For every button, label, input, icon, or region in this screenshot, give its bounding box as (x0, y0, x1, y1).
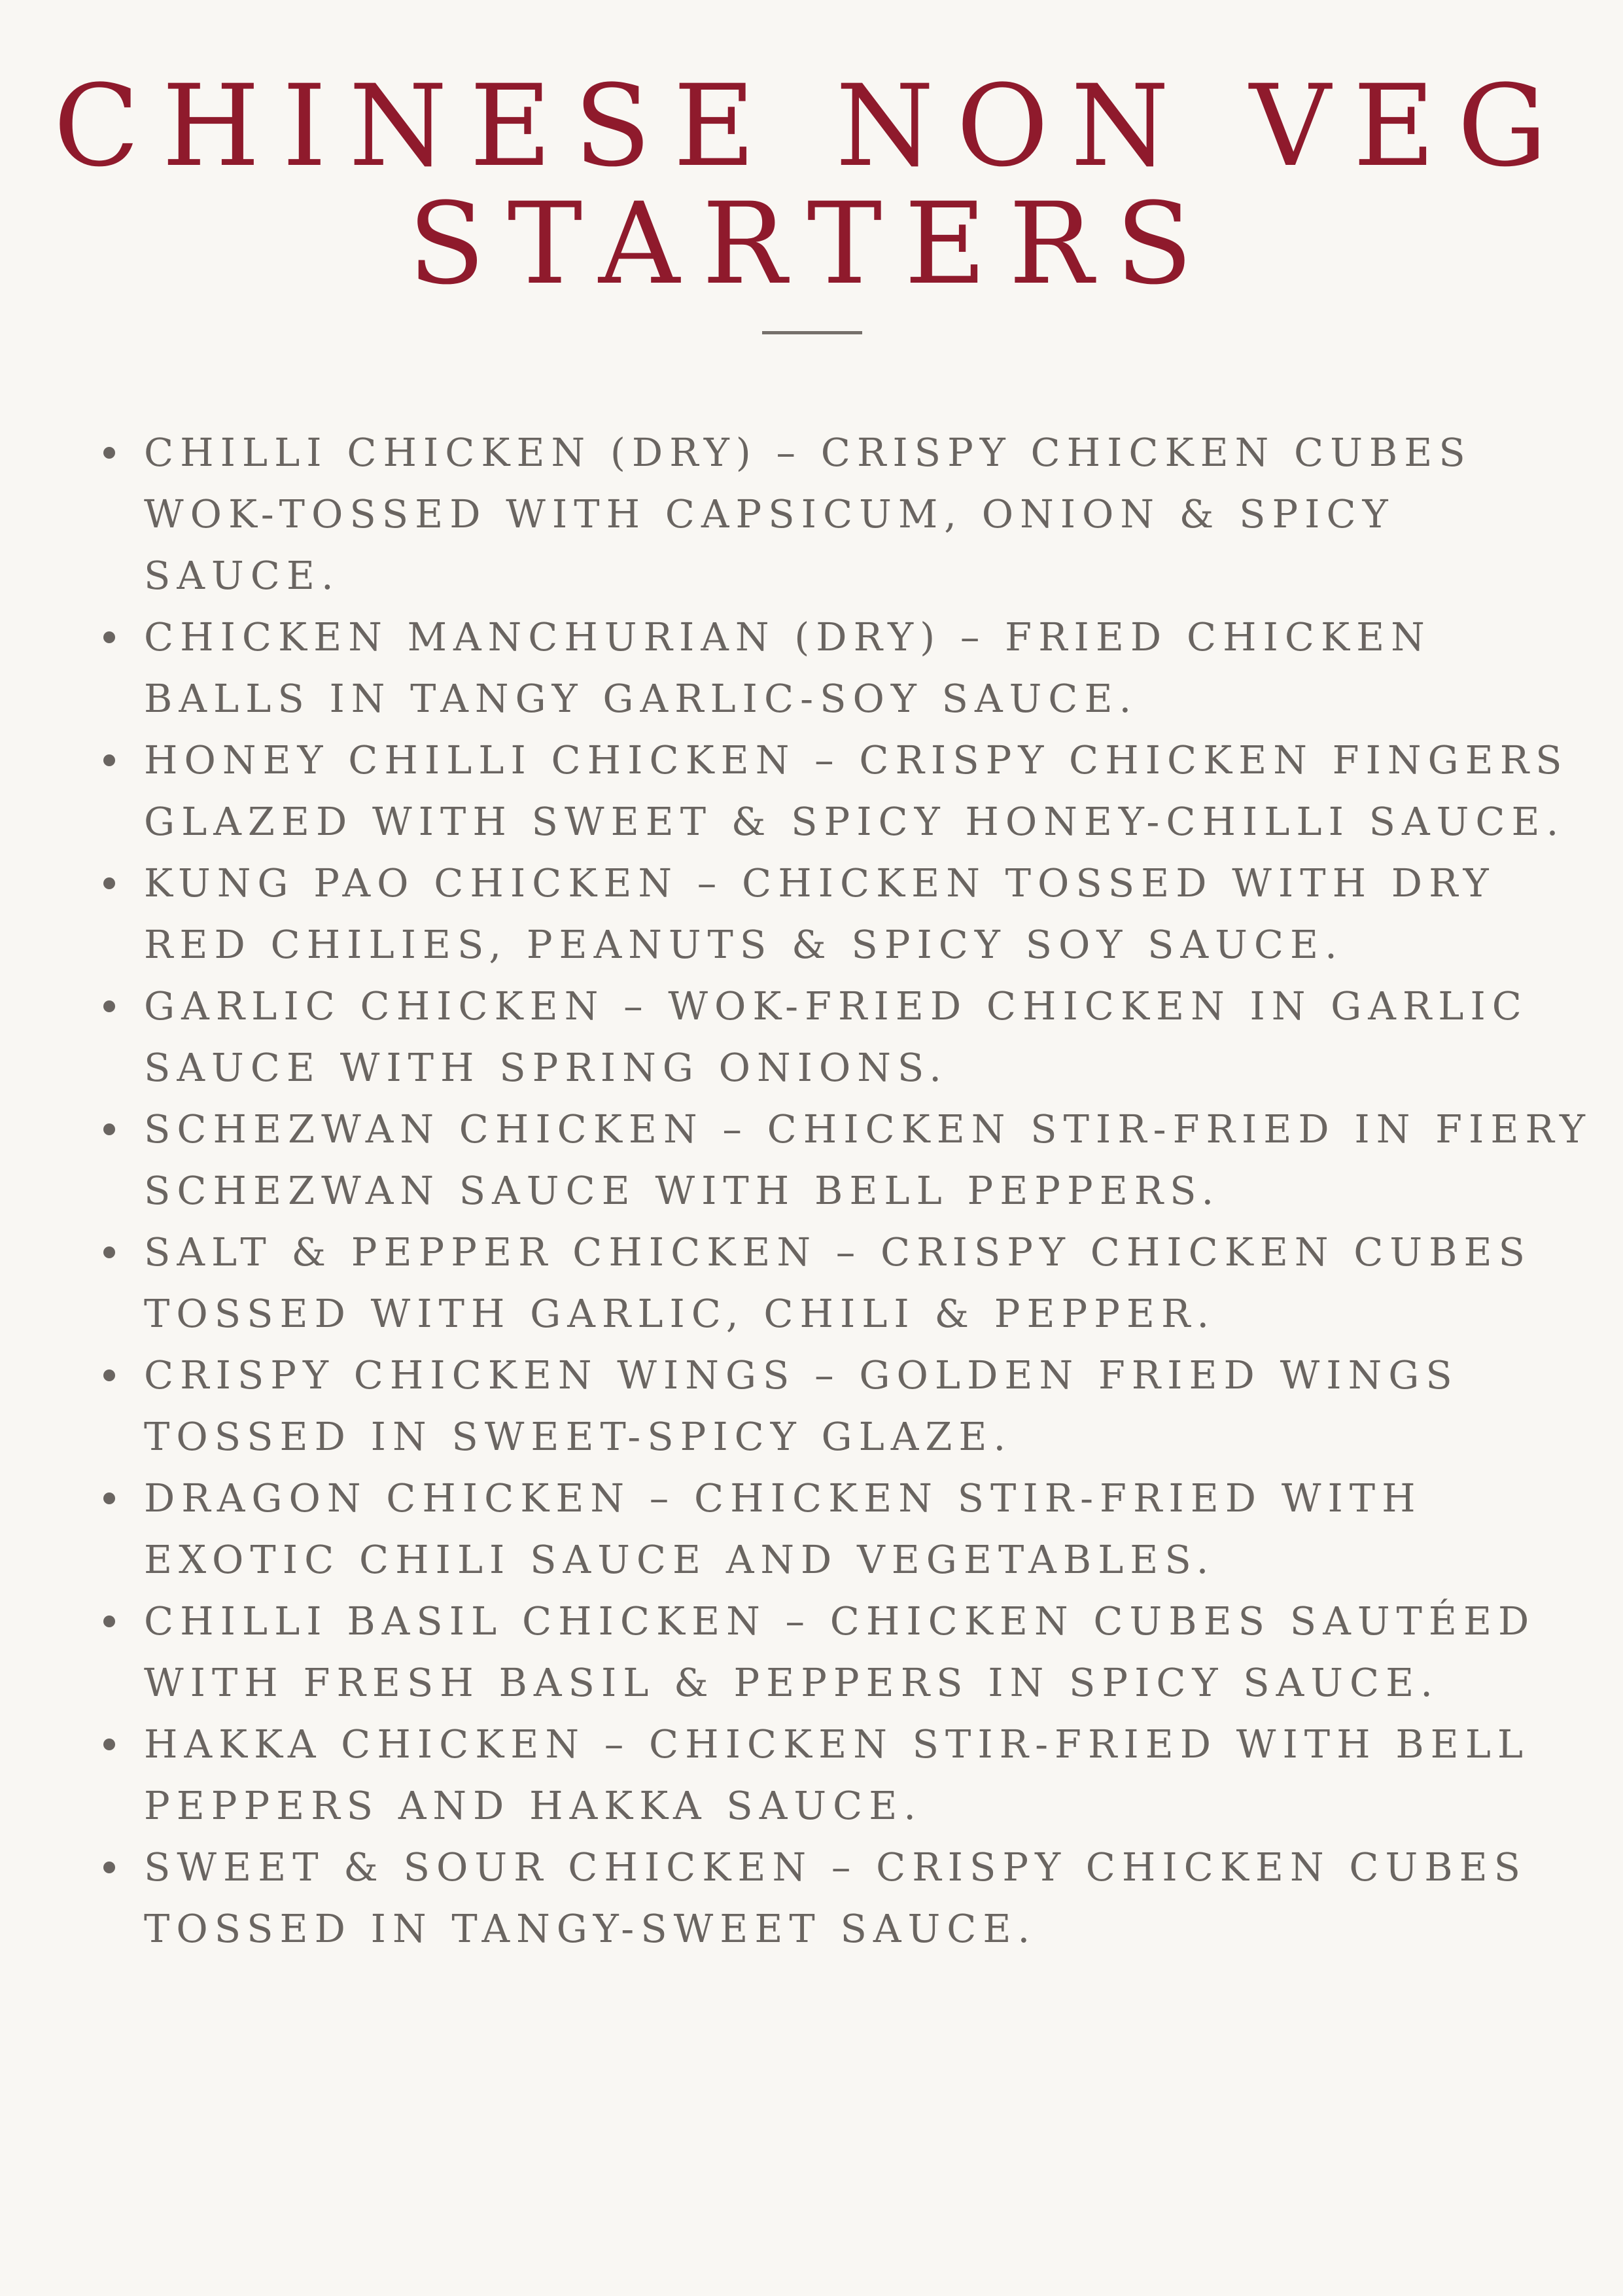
bullet-icon (103, 1123, 115, 1135)
menu-item (144, 1837, 1616, 1960)
bullet-icon (103, 1739, 115, 1750)
menu-item-text-line: SCHEZWAN SAUCE WITH BELL PEPPERS. (144, 1168, 1221, 1213)
menu-item-text-line: RED CHILIES, PEANUTS & SPICY SOY SAUCE. (144, 922, 1344, 967)
menu-item (144, 422, 1616, 607)
bullet-icon (103, 447, 115, 459)
menu-item-text-line: BALLS IN TANGY GARLIC-SOY SAUCE. (144, 676, 1138, 721)
menu-item-text-line: TOSSED WITH GARLIC, CHILI & PEPPER. (144, 1291, 1216, 1336)
bullet-icon (103, 1000, 115, 1012)
menu-item-text-line: PEPPERS AND HAKKA SAUCE. (144, 1783, 923, 1828)
bullet-icon (103, 631, 115, 643)
menu-item-text-line: WOK-TOSSED WITH CAPSICUM, ONION & SPICY (144, 491, 1395, 537)
menu-item-text-line: TOSSED IN TANGY-SWEET SAUCE. (144, 1906, 1037, 1951)
menu-item-text-line: WITH FRESH BASIL & PEPPERS IN SPICY SAUCE. (144, 1660, 1439, 1705)
menu-item-text-line: DRAGON CHICKEN – CHICKEN STIR-FRIED WITH (144, 1475, 1422, 1521)
menu-item-text-line: GARLIC CHICKEN – WOK-FRIED CHICKEN IN GARLIC (144, 983, 1528, 1029)
menu-item-text-line: HONEY CHILLI CHICKEN – CRISPY CHICKEN FINGERS (144, 737, 1569, 783)
menu-item (144, 607, 1616, 730)
menu-item (144, 976, 1616, 1099)
bullet-icon (103, 1616, 115, 1627)
menu-item (144, 1714, 1616, 1837)
menu-item-text-line: CHILLI BASIL CHICKEN – CHICKEN CUBES SAUTÉED (144, 1598, 1536, 1644)
menu-item-text-line: CRISPY CHICKEN WINGS – GOLDEN FRIED WINGS (144, 1352, 1459, 1398)
bullet-icon (103, 754, 115, 766)
menu-item-text-line: SAUCE. (144, 553, 340, 598)
menu-item (144, 1468, 1616, 1591)
menu-item-text-line: SAUCE WITH SPRING ONIONS. (144, 1045, 948, 1090)
menu-item-text-line: SALT & PEPPER CHICKEN – CRISPY CHICKEN CUBES (144, 1229, 1531, 1275)
menu-item (144, 730, 1616, 853)
menu-item-text-line: CHICKEN MANCHURIAN (DRY) – FRIED CHICKEN (144, 614, 1431, 660)
menu-item-text-line: TOSSED IN SWEET-SPICY GLAZE. (144, 1414, 1013, 1459)
menu-item-text-line: HAKKA CHICKEN – CHICKEN STIR-FRIED WITH BELL (144, 1722, 1530, 1767)
menu-item-text-line: KUNG PAO CHICKEN – CHICKEN TOSSED WITH DRY (144, 860, 1495, 906)
bullet-icon (103, 1246, 115, 1258)
menu-item (144, 1222, 1616, 1345)
page-title-line-2: STARTERS (408, 178, 1215, 309)
bullet-icon (103, 1862, 115, 1873)
bullet-icon (103, 877, 115, 889)
menu-item (144, 1099, 1616, 1222)
menu-item-text-line: SWEET & SOUR CHICKEN – CRISPY CHICKEN CUBES (144, 1845, 1527, 1890)
bullet-icon (103, 1492, 115, 1504)
menu-item-text-line: EXOTIC CHILI SAUCE AND VEGETABLES. (144, 1537, 1215, 1582)
menu-item-text-line: CHILLI CHICKEN (DRY) – CRISPY CHICKEN CUBES (144, 430, 1472, 475)
bullet-icon (103, 1369, 115, 1381)
menu-item (144, 853, 1616, 976)
page-title-line-1: CHINESE NON VEG (53, 60, 1570, 192)
menu-item (144, 1345, 1616, 1468)
menu-item (144, 1591, 1616, 1714)
menu-item-text-line: SCHEZWAN CHICKEN – CHICKEN STIR-FRIED IN FIERY (144, 1106, 1592, 1152)
menu-item-text-line: GLAZED WITH SWEET & SPICY HONEY-CHILLI SAUCE. (144, 799, 1565, 844)
